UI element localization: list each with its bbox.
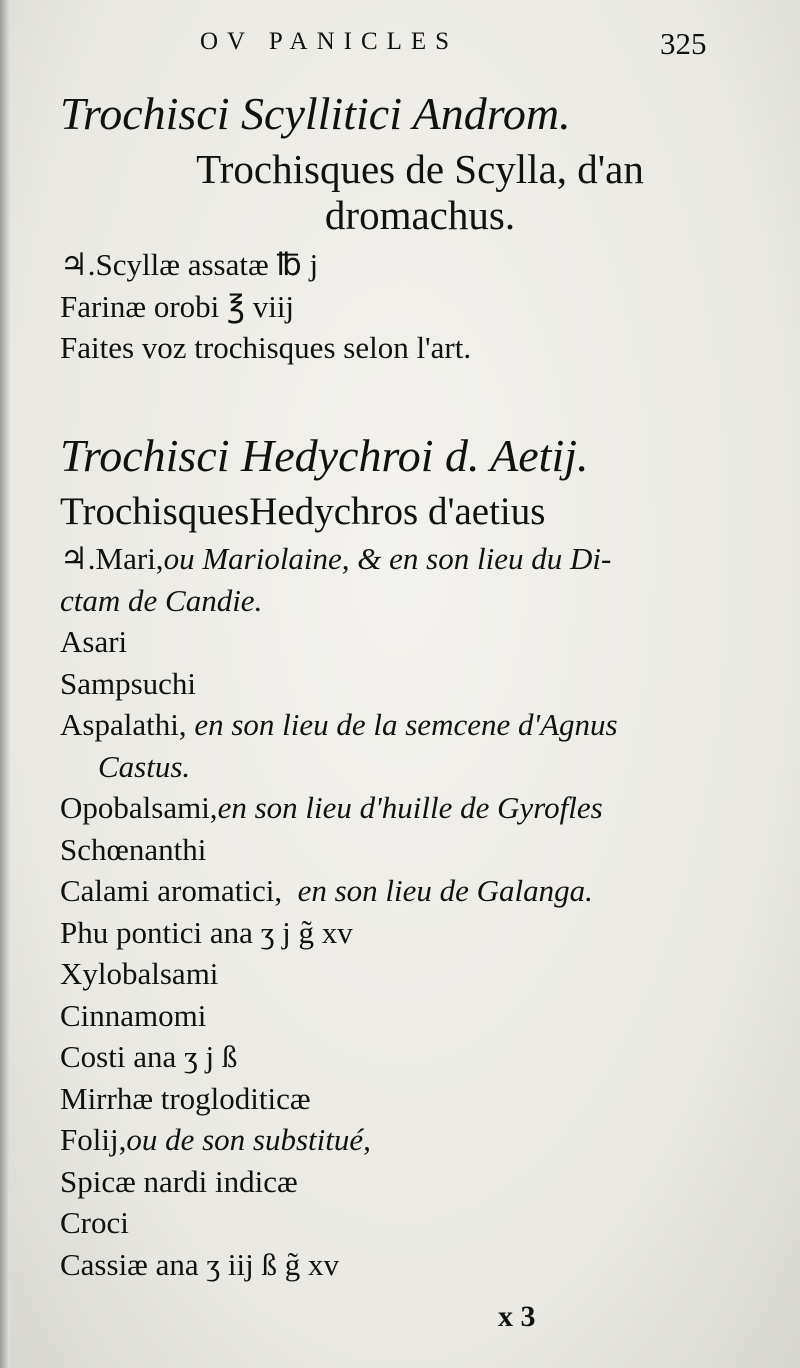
ingredient-line	[60, 704, 780, 746]
recipe-1-latin-title: Trochisci Scyllitici Androm.	[60, 88, 571, 139]
recipe-2-french-title: TrochisquesHedychros d'aetius	[60, 490, 546, 533]
recipe-2-first-line	[60, 538, 780, 580]
ingredient-line	[60, 621, 780, 663]
recipe-1-french-title-line-2: dromachus.	[324, 192, 516, 238]
recipe-2-first-ingredient: ♃.Mari,	[60, 541, 164, 576]
recipe-1-french-title-line-1: Trochisques de Scylla, d'an	[196, 146, 644, 192]
recipe-2-first-note-continued: ctam de Candie.	[60, 582, 263, 618]
recipe-1	[60, 84, 780, 369]
recipe-1-line: ♃.Scyllæ assatæ ℔ j	[60, 247, 319, 282]
signature-mark: x 3	[498, 1300, 536, 1333]
ingredient-name: Opobalsami,	[60, 790, 218, 825]
ingredient-line	[60, 829, 780, 871]
ingredient-name: Folij,	[60, 1122, 127, 1157]
page-number: 325	[660, 26, 707, 61]
running-title: OV PANICLES	[200, 28, 459, 55]
recipe-1-line: Farinæ orobi ℥ viij	[60, 288, 295, 324]
ingredient-line	[60, 1161, 780, 1203]
ingredient-line	[60, 870, 780, 912]
ingredient-name: Asari	[60, 624, 128, 659]
ingredient-line	[60, 746, 780, 788]
ingredient-name: Aspalathi,	[60, 707, 187, 742]
ingredient-name: Costi ana ʒ j ß	[60, 1039, 238, 1074]
ingredient-name: Calami aromatici,	[60, 873, 283, 908]
ingredient-name: Croci	[60, 1205, 129, 1240]
recipe-1-line: Faites voz trochisques selon l'art.	[60, 330, 472, 365]
ingredient-name: Mirrhæ trogloditicæ	[60, 1080, 311, 1116]
ingredient-name: Phu pontici ana ʒ j g̃ xv	[60, 914, 353, 950]
recipe-2	[60, 426, 780, 1285]
ingredient-line	[60, 995, 780, 1037]
ingredient-name: Sampsuchi	[60, 665, 197, 701]
recipe-2-latin-title: Trochisci Hedychroi d. Aetij.	[60, 430, 589, 481]
ingredient-note: en son lieu d'huille de Gyrofles	[217, 790, 603, 825]
ingredient-note: ou de son substitué,	[126, 1122, 371, 1157]
ingredient-line	[60, 1119, 780, 1161]
ingredient-line	[60, 663, 780, 705]
ingredient-name: Cinnamomi	[60, 997, 207, 1033]
ingredient-line	[60, 953, 780, 995]
ingredient-line	[60, 787, 780, 829]
recipe-2-first-note: ou Mariolaine, & en son lieu du Di-	[163, 541, 612, 576]
ingredient-name: Cassiæ ana ʒ iij ß g̃ xv	[60, 1246, 339, 1282]
page-edge-shadow	[0, 0, 10, 1368]
ingredient-line	[60, 1078, 780, 1120]
ingredient-line	[60, 1244, 780, 1286]
ingredient-line	[60, 1036, 780, 1078]
ingredient-note: en son lieu de Galanga.	[297, 873, 593, 908]
ingredient-note: Castus.	[98, 748, 191, 784]
ingredient-name: Spicæ nardi indicæ	[60, 1163, 298, 1199]
ingredient-line	[60, 912, 780, 954]
ingredient-line	[60, 1202, 780, 1244]
ingredient-name: Schœnanthi	[60, 831, 207, 867]
ingredient-note: en son lieu de la semcene d'Agnus	[194, 707, 618, 742]
ingredient-name: Xylobalsami	[60, 956, 219, 991]
